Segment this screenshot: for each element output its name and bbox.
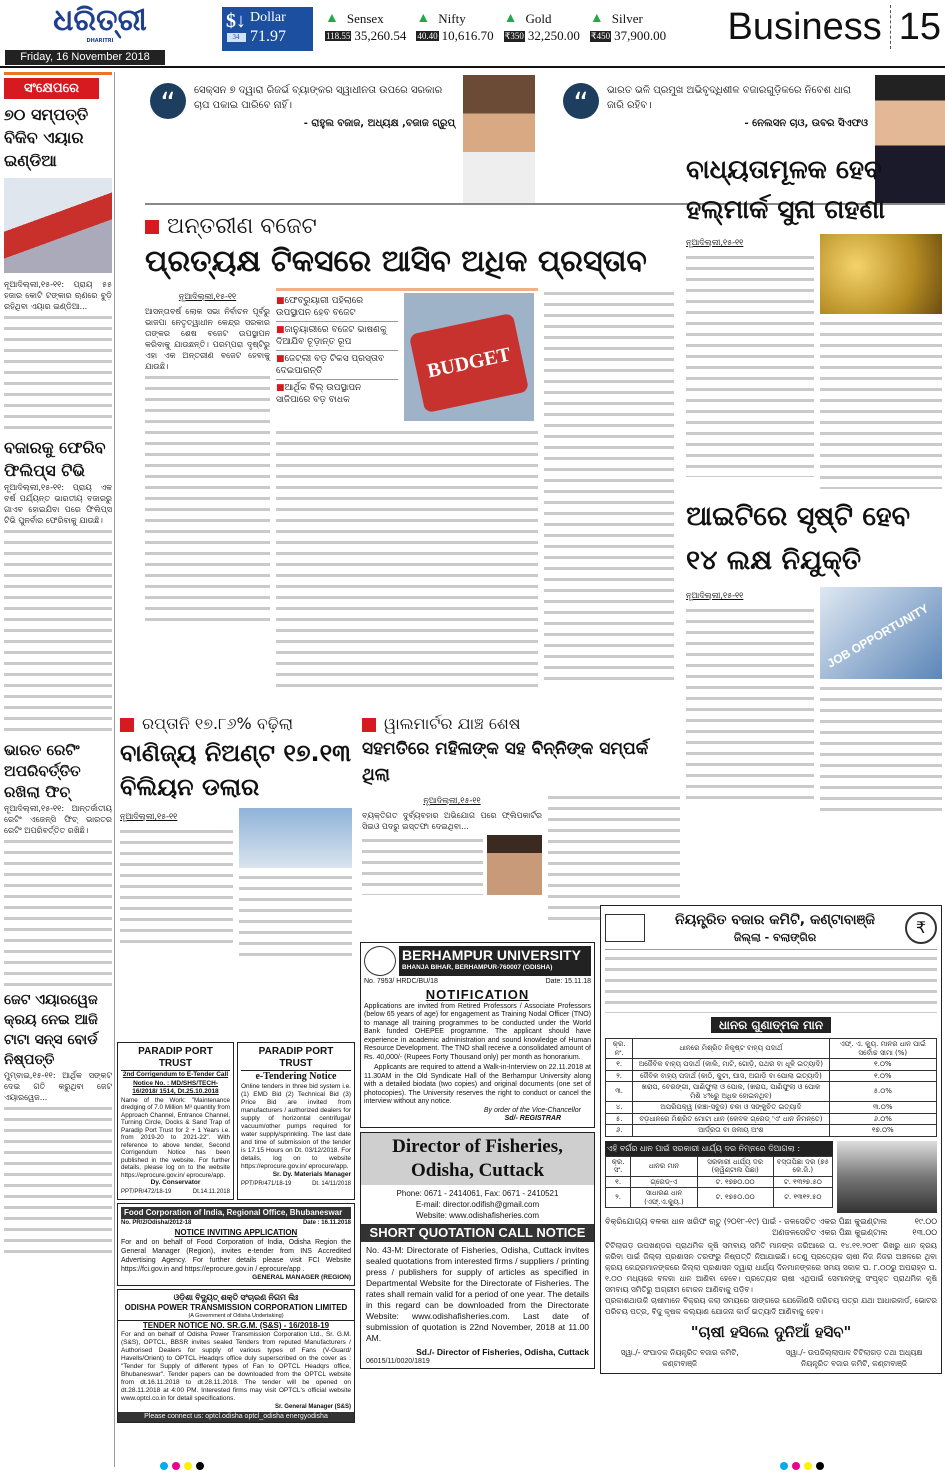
trade-photo xyxy=(239,808,352,868)
table-cell: ଅପରିପକ୍ୱ (କଞ୍ଚା-ସବୁଜ) ଚକା ଓ ସଙ୍କୁଚିତ ଇତ୍ୟାଦି xyxy=(633,1102,829,1114)
table-row xyxy=(606,1102,937,1114)
logo-text: ଧରିତ୍ରୀ xyxy=(53,3,147,38)
brief-body: ନୂଆଦିଲ୍ଲୀ,୧୫-୧୧: ଆନ୍ତର୍ଜାତୀୟ ରେଟିଂ ଏଜେନ୍ସି ଫିଚ୍ ଭାରତର ରେଟିଂ ଅପରିବର୍ତ୍ତିତ ରଖିଛି। xyxy=(4,804,112,835)
ad-signature: Dy. Conservator xyxy=(150,1179,201,1186)
ad-body: ପ୍ରକାଶଥାଉକି ଚାଷୀମାନେ ବିକ୍ରୟ କଲା ସମୟରେ ସାଙ୍ଗରେ ଯେକୌଣସି ପରିଚୟ ପତ୍ର ଯଥା ଆଧାରକାର୍ଡ, ଭୋଟର ପରିଚୟ ପତ୍ର, ବିଜୁ କୃଷକ କଲ୍ୟାଣ ଯୋଜନା କାର୍ଡ ଇତ୍ୟାଦି ଆଣିବାକୁ ହେବ। xyxy=(605,1295,937,1316)
col-header: କ୍ର. ସଂ. xyxy=(606,1156,631,1176)
market-committee-ad xyxy=(600,905,942,1374)
table-heading: ଏହି ବର୍ଗର ଧାନ ପାଇଁ ସରକାରୀ ଧାର୍ଯ୍ୟ ଦର ନିମ୍ନରେ ଦିଆଗଲା : xyxy=(605,1141,833,1156)
brief-body: ନୂଆଦିଲ୍ଲୀ,୧୫-୧୧: ପ୍ରାୟ ୫୫ ହଜାର କୋଟି ଟଙ୍କାର ଋଣରେ ବୁଡ଼ି ରହିଥିବା ଏୟାର ଇଣ୍ଡିଆ... xyxy=(4,280,112,311)
paradip-etender-ad xyxy=(237,1042,355,1200)
quote-author: - ରାହୁଲ ବଜାଜ, ଅଧ୍ୟକ୍ଷ ,ବଜାଜ ଗ୍ରୁପ୍ xyxy=(303,118,455,129)
dollar-change: 34 xyxy=(227,33,246,42)
text-column xyxy=(605,953,937,1013)
ticker-silver xyxy=(590,10,666,50)
ad-signature: Sd/- REGISTRAR xyxy=(504,1115,561,1122)
text-column xyxy=(820,683,942,817)
table-row xyxy=(606,1059,937,1071)
ad-date: Dt. 14/11/2018 xyxy=(312,1180,351,1187)
ad-phone: Phone: 0671 - 2414061, Fax: 0671 - 2410521 xyxy=(396,1188,559,1198)
ad-title: PARADIP PORT TRUST xyxy=(241,1046,351,1071)
right-column xyxy=(686,150,942,817)
price-table xyxy=(605,1156,833,1209)
ticker-value: 37,900.00 xyxy=(614,28,667,43)
walmart-headline: ସହମତିରେ ମହିଳାଙ୍କ ସହ ବିନ୍ନିଙ୍କ ସମ୍ପର୍କ ଥିଲା xyxy=(362,739,649,785)
masthead-logo xyxy=(45,4,155,44)
ad-body: ଟିଟିଲାଗଡ଼ ଉପଖଣ୍ଡର ପ୍ରାଥମିକ କୃଷି ସମବାୟ ସମିତି ମାନଙ୍କ ଜରିଆରେ ତା. ୧୪.୧୧.୨୦୧୮ ରିଖରୁ ଧାନ କ୍ରୟ କରିବା ପାଇଁ ଜିଲ୍ଲା ପ୍ରଶାସନ ତରଫରୁ ନିଷ୍ପତ୍ତି ନିଆଯାଇଛି। ତେଣୁ ପ୍ରତ୍ୟେକ ଚାଷୀ ନିଜ ନିଜର ଅଞ୍ଚଳରେ ଥିବା କ୍ରୟ କେନ୍ଦ୍ରମାନଙ୍କରେ ଜିଲ୍ଲା ପ୍ରଶାସନ ଦ୍ୱାରା ଧାର୍ଯ୍ୟ ଦିନମାନଙ୍କରେ ସମୟ ସକାଳ ଘ. ୮.୦୦ରୁ ଅପରାହ୍ନ ଘ. ୧.୦୦ ମଧ୍ୟରେ ବଳକା ଧାନ ଆଣିବା ହେବେ। ପ୍ରତ୍ୟେକ ଚାଷୀ ଏଥିପାଇଁ ସେମାନଙ୍କୁ ସଂପୃକ୍ତ ପ୍ରାଥମିକ କୃଷି ସମବାୟ ସମିତିରୁ ଅଗ୍ରୀମ ଟୋକନ ଆଣିବାକୁ ପଡ଼ିବ। xyxy=(605,1240,937,1294)
ad-date: Date : 16.11.2018 xyxy=(302,1220,351,1226)
walmart-col xyxy=(362,792,542,922)
brief-title: ୭୦ ସମ୍ପତ୍ତି ବିକିବ ଏୟାର ଇଣ୍ଡିଆ xyxy=(4,105,89,170)
walmart-story xyxy=(362,712,680,922)
ad-ref: No. PR/2/Odisha/2012-18 xyxy=(121,1220,192,1226)
dateline: ନୂଆଦିଲ୍ଲୀ,୧୫-୧୧ xyxy=(423,796,481,805)
highlight-text: ଜେଟ୍‌ଲୀ ବଡ଼ ଟିକସ ପ୍ରସ୍ତାବ ଦେଇପାରନ୍ତି xyxy=(276,354,385,376)
col-header: ଧାନର ମାନ xyxy=(631,1156,697,1176)
highlight-text: ଫେବ୍ରୁୟାରୀ ପହିଲାରେ ଉପସ୍ଥାପନ ହେବ ବଜେଟ xyxy=(276,296,364,318)
brief-title: ଜେଟ ଏୟାରୱେଜ କ୍ରୟ ନେଇ ଆଜି ଟାଟା ସନ୍ସ ବୋର୍ଡ ନିଷ୍ପତ୍ତି xyxy=(4,992,98,1068)
job-opportunity-photo xyxy=(820,587,942,679)
text-column xyxy=(145,372,270,622)
text-column xyxy=(362,835,483,895)
red-square-icon xyxy=(362,718,376,732)
logo-sub: DHARITRI xyxy=(86,38,114,44)
table-cell: ୬. xyxy=(606,1125,633,1137)
fci-ad xyxy=(117,1203,355,1286)
optcl-ad xyxy=(117,1289,355,1423)
middle-ads xyxy=(360,942,595,1369)
ad-title: ନିୟନ୍ତ୍ରିତ ବଜାର କମିଟି, କଣ୍ଟାବାଞ୍ଜି xyxy=(675,912,875,928)
lead-col-1 xyxy=(145,288,270,688)
hallmark-headline: ବାଧ୍ୟତାମୂଳକ ହେବ ହଲ୍‌ମାର୍କ ସୁନା ଗହଣା xyxy=(686,155,886,225)
ad-title: Director of Fisheries, Odisha, Cuttack xyxy=(361,1133,594,1185)
brief-body: ମୁମ୍ବାଇ,୧୫-୧୧: ଆର୍ଥିକ ସଙ୍କଟ ଦେଇ ଗତି କରୁଥିବା ଜେଟ ଏୟାରୱେଜ... xyxy=(4,1071,112,1102)
yield-value: ୧୩.୦୦ xyxy=(912,1227,937,1237)
brief-title: ଭାରତ ରେଟିଂ ଅପରିବର୍ତ୍ତିତ ରଖିଲା ଫିଚ୍ xyxy=(4,741,81,801)
ticker-sensex xyxy=(325,10,406,50)
university-seal-icon xyxy=(364,946,396,976)
table-row xyxy=(606,1176,833,1188)
ad-ref: No. 7953/ HRDC/BU/18 xyxy=(364,978,438,985)
ad-email[interactable]: E-mail: director.odifish@gmail.com xyxy=(415,1199,540,1209)
ticker-gold xyxy=(504,10,580,50)
highlight-item: ■ଜାନୁୟାରୀରେ ବଜେଟ ଭାଷଣକୁ ଦିଆଯିବ ଚୂଡ଼ାନ୍ତ ରୂପ xyxy=(276,322,398,351)
table-cell: ଟ. ୧୩୧୨.୫୦ xyxy=(773,1188,832,1208)
paradip-corrigendum-ad xyxy=(117,1042,234,1200)
ad-heading: 2nd Corrigendum to E-Tender Call Notice No. : MD/SHS/TECH-16/2018/ 1514, Dt.25.10.2018 xyxy=(122,1071,229,1095)
table-cell: ଗ୍ରେଡ୍-ଏ xyxy=(631,1176,697,1188)
table-cell: ୨. xyxy=(606,1188,631,1208)
image-caption: JOB OPPORTUNITY xyxy=(824,601,931,671)
table-row xyxy=(606,1082,937,1102)
table-cell: ଅଜୈବିକ ବାହ୍ୟ ପଦାର୍ଥ (କାଲି, ମାଟି, ଗୋଡ଼ି, ପଥର ବା ଧୂଳି ଇତ୍ୟାଦି) xyxy=(633,1059,829,1071)
ad-ref: 06015/11/0020/1819 xyxy=(366,1357,430,1365)
quote-text: ସେକ୍ସନ ୭ ଦ୍ୱାରା ରିଜର୍ଭ ବ୍ୟାଙ୍କର ସ୍ୱାଧୀନତା ଉପରେ ସରକାର ଚାପ ପକାଇ ପାରିବେ ନାହିଁ। xyxy=(194,85,443,111)
lead-kicker xyxy=(145,212,680,242)
table-row xyxy=(606,1125,937,1137)
highlight-text: ଜାନୁୟାରୀରେ ବଜେଟ ଭାଷଣକୁ ଦିଆଯିବ ଚୂଡ଼ାନ୍ତ ରୂପ xyxy=(276,325,387,347)
market-tickers xyxy=(325,10,676,50)
ad-title: ODISHA POWER TRANSMISSION CORPORATION LIMITED xyxy=(124,1303,348,1312)
quote-block xyxy=(563,83,868,131)
up-arrow-icon: ▲ xyxy=(589,11,604,26)
table-cell: ୬.୦% xyxy=(829,1113,936,1125)
ticker-nifty xyxy=(416,10,493,50)
table-cell: ୩. xyxy=(606,1082,633,1102)
ad-body: Applicants are required to attend a Walk-in-Interview on 22.11.2018 at 11.30AM in the Old Syndicate Hall of the Berhampur University along with a detailed biodata (two copies) and original documents (one set of photocopies). The University reserves the right to conduct or cancel the interview without any notice. xyxy=(364,1064,591,1105)
table-cell: ୫. xyxy=(606,1113,633,1125)
ad-date: Dt.14.11.2018 xyxy=(192,1188,230,1195)
text-column xyxy=(548,792,680,922)
ad-signature: ସ୍ୱା./- ଉପଜିଲ୍ଲାପାଳ ଟିଟିଲାଗଡ଼ ତଥା ଅଧ୍ୟକ୍ଷ ନିୟନ୍ତ୍ରିତ ବଜାର କମିଟି, କଣ୍ଟାବାଞ୍ଜି xyxy=(785,1347,923,1368)
text-column xyxy=(544,288,674,688)
berhampur-university-ad xyxy=(360,942,595,1128)
ad-subtitle: ଜିଲ୍ଲା - ବଲାଙ୍ଗିର xyxy=(733,931,817,944)
text-column xyxy=(239,872,352,958)
text-column xyxy=(4,526,112,736)
table-cell: ୩.୦% xyxy=(829,1102,936,1114)
table-cell: ୨. xyxy=(606,1070,633,1082)
text-column xyxy=(820,318,942,489)
ad-heading: NOTIFICATION xyxy=(425,986,530,1002)
dateline: ନୂଆଦିଲ୍ଲୀ,୧୫-୧୧ xyxy=(120,812,178,821)
lead-headline: ପ୍ରତ୍ୟକ୍ଷ ଟିକସରେ ଆସିବ ଅଧିକ ପ୍ରସ୍ତାବ xyxy=(145,244,647,279)
budget-highlights xyxy=(276,288,538,421)
ad-website[interactable]: Website: www.odishafisheries.com xyxy=(415,1210,539,1220)
rahul-bajaj-photo xyxy=(463,75,535,203)
trade-headline: ବାଣିଜ୍ୟ ନିଅଣ୍ଟ ୧୭.୧୩ ବିଲିୟନ ଡଲାର xyxy=(120,739,352,801)
red-square-icon xyxy=(120,718,134,732)
section-header xyxy=(728,5,941,49)
col-header: ସରକାରୀ ଧାର୍ଯ୍ୟ ଦର (କ୍ୱିଣ୍ଟାଲ ପିଛା) xyxy=(697,1156,773,1176)
ad-social-footer: Please connect us: optcl.odisha optcl_odisha energyodisha xyxy=(118,1412,354,1423)
ad-date: Date: 15.11.18 xyxy=(545,978,591,985)
dateline: ନୂଆଦିଲ୍ଲୀ,୧୫-୧୧ xyxy=(686,238,744,247)
table-cell: ୧.୦% xyxy=(829,1070,936,1082)
ad-body: Name of the Work: "Maintenance dredging of 7.0 Million M³ quantity from Approach Channel, Entrance Channel, Turning Circle, Docks & Sand Trap of Paradip Port Trust for 2 + 1 Years i.e. from 2019-20 to 2021-22". With reference to above tender, Second Corrigendum Notice has been published in the website. For further details, please log on to the website https://eprocure.gov.in/ eprocure/app. xyxy=(121,1096,230,1179)
it-headline: ଆଇଟିରେ ସୃଷ୍ଟି ହେବ ୧୪ ଲକ୍ଷ ନିଯୁକ୍ତି xyxy=(686,501,911,576)
budget-label: BUDGET xyxy=(409,313,529,413)
dateline: ନୂଆଦିଲ୍ଲୀ,୧୫-୧୧ xyxy=(686,591,744,600)
table-cell: ଖରାପ, ବେରଙ୍ଗୀ, ପାଣିଫୁଲା ଓ ପୋକ, (ଖରାପ, ପାଣିଫୁଲା ଓ ପୋକ ମିଶି ୪%ରୁ ଅଧିକ ହୋଇନଥିବ) xyxy=(633,1082,829,1102)
fisheries-ad xyxy=(360,1132,595,1370)
hallmark-col xyxy=(686,234,814,489)
ad-signature: GENERAL MANAGER (REGION) xyxy=(252,1273,351,1281)
yield-label: ଅଣଜଳସେଚିତ ଏକର ପିଛା କୁଇଣ୍ଟାଲ xyxy=(772,1227,888,1237)
ad-title-odia: ଓଡ଼ିଶା ବିଦ୍ୟୁତ୍ ଶକ୍ତି ସଂଚାରଣ ନିଗମ ଲିଃ xyxy=(173,1293,299,1302)
highlight-item: ■ଫେବ୍ରୁୟାରୀ ପହିଲାରେ ଉପସ୍ଥାପନ ହେବ ବଜେଟ xyxy=(276,293,398,322)
lower-left-ads xyxy=(117,1042,355,1423)
ad-body: For and on behalf of Food Corporation of India, Odisha Region the General Manager (Region), invites e-tender from INS Accredited Advertising Agency. For further details please visit FCI Website https://fci.gov.in and https://eprocure.gov.in / eprocure/app . xyxy=(121,1238,351,1273)
table-row xyxy=(606,1070,937,1082)
ticker-value: 35,260.54 xyxy=(354,28,407,43)
col-header: ଏଫ୍. ଏ. କ୍ୟୁ. ମାନର ଧାନ ପାଇଁ ସର୍ବୋଚ୍ଚ ସୀମା (%) xyxy=(829,1039,936,1059)
brief-body: ନୂଆଦିଲ୍ଲୀ,୧୫-୧୧: ପ୍ରାୟ ଏକ ବର୍ଷ ପର୍ଯ୍ୟନ୍ତ ଭାରତୀୟ ବଜାରରୁ ଗାଏବ ହୋଇଯିବା ପରେ ଫିଲିପ୍ସ ଟିଭି ପୁନର୍ବାର ଫେରିବାକୁ ଯାଉଛି। xyxy=(4,483,112,525)
ad-signature: Sd./- Director of Fisheries, Odisha, Cuttack xyxy=(416,1346,589,1357)
kicker-text: ୱାଲମାର୍ଟର ଯାଞ୍ଚ ଶେଷ xyxy=(384,714,521,733)
dollar-value: 71.97 xyxy=(250,28,286,45)
ticker-change: ₹450 xyxy=(590,30,611,41)
table-cell: ବଡ଼ଧାନରେ ମିଶ୍ରିତ ମୋଟା ଧାନ (କେବଳ ଗ୍ରେଡ୍ 'ଏ' ଧାନ ନିମନ୍ତେ) xyxy=(633,1113,829,1125)
briefs-label: ସଂକ୍ଷେପରେ xyxy=(4,78,99,99)
briefs-column xyxy=(4,72,112,1467)
ad-subtitle: BHANJA BIHAR, BERHAMPUR-760007 (ODISHA) xyxy=(402,964,553,971)
table-cell: ଟ. ୧୩୨୭.୫୦ xyxy=(773,1176,832,1188)
red-square-icon xyxy=(145,220,159,234)
ticker-value: 10,616.70 xyxy=(441,28,494,43)
ticker-name: Nifty xyxy=(438,11,466,26)
quote-block xyxy=(150,83,455,131)
ticker-name: Silver xyxy=(611,11,643,26)
ad-title: Food Corporation of India, Regional Office, Bhubaneswar xyxy=(121,1207,351,1219)
text-column xyxy=(4,1103,112,1253)
issue-date: Friday, 16 November 2018 xyxy=(5,50,165,65)
binny-bansal-photo xyxy=(487,835,542,895)
table-cell: ୧. xyxy=(606,1176,631,1188)
trade-story xyxy=(120,712,352,958)
table-heading: ଧାନର ଗୁଣାତ୍ମକ ମାନ xyxy=(711,1017,831,1033)
quality-table xyxy=(605,1038,937,1137)
quote-icon: “ xyxy=(150,83,186,119)
section-title: Business xyxy=(727,6,882,48)
text-column xyxy=(4,836,112,986)
ad-slogan: "ଚାଷୀ ହସିଲେ ଦୁନିଆଁ ହସିବ" xyxy=(690,1322,852,1341)
odisha-emblem-icon xyxy=(605,914,645,942)
ad-signature: Sr. General Manager (S&S) xyxy=(274,1404,351,1410)
up-arrow-icon: ▲ xyxy=(503,11,518,26)
dateline: ନୂଆଦିଲ୍ଲୀ,୧୫-୧୧ xyxy=(178,292,237,301)
ticker-name: Sensex xyxy=(346,11,384,26)
table-cell: ଆର୍ଦ୍ରତା ବା ଜଳୀୟ ଅଂଶ xyxy=(633,1125,829,1137)
ad-ref: PPT/PR/472/18-19 xyxy=(121,1188,172,1195)
ad-heading: SHORT QUOTATION CALL NOTICE xyxy=(361,1224,594,1242)
table-cell: ଜୈବିକ ବାହ୍ୟ ପଦାର୍ଥ (କାଠି, କୁଟା, ଘାସ, ଅଗାଡ଼ି ବା ପୋଲା ଇତ୍ୟାଦି) xyxy=(633,1070,829,1082)
ad-signature: By order of the Vice-Chancellor xyxy=(483,1106,581,1114)
ticker-change: ₹350 xyxy=(504,30,524,41)
table-cell: ୫.୦% xyxy=(829,1082,936,1102)
ad-body: For and on behalf of Odisha Power Transmission Corporation Ltd., Sr. G.M. (S&S), OPTCL, BBSR invites sealed Tenders from reputed Manufacturers / Authorised Dealers for supply of various types of Fans (V-Guard/ Havells/Orient) to OPTCL Headqrs office duly superscribed on the cover as : "Tender for Supply of different types of Fan to OPTCL Headqrs office, Bhubaneswar". Tender papers can be downloaded from the OPTCL website from dt.16.11.2018 to dt.28.11.2018. The tender will be opened on dt.28.11.2018 at 4:00 PM. Interested firms may visit OPTCL's official website www.optcl.co.in for detail specifications. xyxy=(121,1331,351,1402)
text-column xyxy=(4,312,112,432)
col-header: ବସ୍ତାପିଛା ଦର (୭୫ କେ.ଜି.) xyxy=(773,1156,832,1176)
quote-text: ଭାରତ ଭଳି ପ୍ରମୁଖ ଅଭିବୃଦ୍ଧିଶୀଳ ବଜାରଗୁଡ଼ିକରେ ନିବେଶ ଧାରା ଜାରି ରହିବ। xyxy=(607,85,851,111)
col-header: କ୍ର. ନଂ. xyxy=(606,1039,633,1059)
up-arrow-icon: ▲ xyxy=(416,11,431,26)
ad-title: BERHAMPUR UNIVERSITY xyxy=(402,947,581,963)
color-registration-marks xyxy=(160,1462,204,1470)
gold-jewellery-photo xyxy=(820,234,942,314)
color-registration-marks xyxy=(780,1462,824,1470)
ad-heading: TENDER NOTICE NO. SR.G.M. (S&S) - 16/2018-19 xyxy=(118,1320,354,1331)
table-cell: ଟ. ୧୭୫୦.୦୦ xyxy=(697,1188,773,1208)
dollar-down-icon: $↓ xyxy=(226,10,246,32)
lead-body: ଆସନ୍ତାବର୍ଷ ଲୋକ ସଭା ନିର୍ବାଚନ ପୂର୍ବରୁ ଭାଜପା ନେତୃତ୍ୱାଧୀନ କେନ୍ଦ୍ର ସରକାର ତାଙ୍କର ଶେଷ ବଜେଟ ଉପସ୍ଥାପନ କରିବାକୁ ଯାଉଛନ୍ତି। ପରମ୍ପରା ଦୃଷ୍ଟିରୁ ଏହା ଏକ ଅନ୍ତରୀଣ ବଜେଟ ହେବାକୁ ଯାଉଛି। xyxy=(145,307,270,371)
ticker-change: 118.55 xyxy=(326,31,351,41)
ad-signature: ସ୍ୱା./- ସଂପାଦକ ନିୟନ୍ତ୍ରିତ ବଜାର କମିଟି, କଣ୍ଟାବାଞ୍ଜି xyxy=(620,1347,739,1368)
kicker-text: ଅନ୍ତରୀଣ ବଜେଟ xyxy=(167,214,317,239)
quote-icon: “ xyxy=(563,83,599,119)
walmart-kicker xyxy=(362,712,680,736)
ad-body: Online tenders in three bid system i.e. (1) EMD Bid (2) Technical Bid (3) Price Bid are invited from manufacturers / authorized dealers for supply of horizontal centrifugal/ vacuum/other pumps required for water supply/sprinkling. The last date and time of submission of the tender is 17.15 Hours on Dt. 03/12/2018. For details, log on to website https://eprocure.gov.in/ eprocure/app. xyxy=(241,1083,351,1170)
ad-title: PARADIP PORT TRUST xyxy=(121,1046,230,1071)
it-col xyxy=(686,587,814,817)
highlight-text: ଆର୍ଥିକ ବିଲ୍ ଉପସ୍ଥାପନ ସାଜିପାରେ ବଡ଼ ବାଧକ xyxy=(276,383,362,405)
header-rule xyxy=(0,66,945,68)
paddy-farmers-photo xyxy=(837,1141,937,1213)
lead-story xyxy=(145,212,680,688)
rupee-seal-icon: ₹ xyxy=(905,912,937,944)
text-column xyxy=(120,826,233,946)
ticker-name: Gold xyxy=(525,11,552,26)
ad-signature: Sr. Dy. Materials Manager xyxy=(272,1171,351,1178)
page-number: 15 xyxy=(890,5,941,49)
brief-title: ବଜାରକୁ ଫେରିବ ଫିଲିପ୍ସ ଟିଭି xyxy=(4,438,106,480)
column-rule xyxy=(114,72,115,1467)
yield-value: ୧୯.୦୦ xyxy=(914,1216,937,1226)
trade-kicker xyxy=(120,712,352,736)
table-cell: ସାଧାରଣ ଧାନ (ଏଫ୍.ଏ.କ୍ୟୁ.) xyxy=(631,1188,697,1208)
table-cell: ୪. xyxy=(606,1102,633,1114)
table-cell: ୧୭.୦% xyxy=(829,1125,936,1137)
text-column xyxy=(276,427,538,688)
highlight-item: ■ଜେଟ୍‌ଲୀ ବଡ଼ ଟିକସ ପ୍ରସ୍ତାବ ଦେଇପାରନ୍ତି xyxy=(276,351,398,380)
ad-body: Applications are invited from Retired Professors / Associate Professors (below 65 years of age) for engagement as Training Nodal Officer (TNO) to manage all training programmes to be conducted under the World Bank funded OHEPEE programme. The applicant should have experience in academic administration and sound knowledge of Human Resource Development. The TNO shall receive a consolidated amount of Rs. 40,000/- (Rupees Forty Thousand only) per month as honorarium. xyxy=(364,1002,591,1061)
col-header: ଧାନରେ ମିଶ୍ରିତ ନିକୃଷ୍ଟ ବାହ୍ୟ ପଦାର୍ଥ xyxy=(633,1039,829,1059)
dollar-label: Dollar xyxy=(250,10,286,25)
trade-col xyxy=(120,808,233,958)
table-row xyxy=(606,1113,937,1125)
table-cell: ୧.୦% xyxy=(829,1059,936,1071)
text-column xyxy=(686,252,814,477)
ticker-value: 32,250.00 xyxy=(527,28,580,43)
text-column xyxy=(686,605,814,805)
ad-subtitle: (A Government of Odisha Undertaking) xyxy=(188,1313,284,1319)
kicker-text: ରପ୍ତାନି ୧୭.୮୬% ବଢ଼ିଲା xyxy=(142,714,294,733)
ad-heading: e-Tendering Notice xyxy=(255,1071,337,1082)
budget-briefcase-photo xyxy=(404,293,534,421)
ticker-change: 40.40 xyxy=(417,31,438,41)
table-row xyxy=(606,1188,833,1208)
ad-ref: PPT/PR/471/18-19 xyxy=(241,1180,292,1187)
yield-label: ବିକ୍ରିଯୋଗ୍ୟ ବଳକା ଧାନ ଖରିଫ ଋତୁ (୨୦୧୮-୧୯) ପାଇଁ - ଜଳସେଚିତ ଏକର ପିଛା କୁଇଣ୍ଟାଲ xyxy=(605,1216,888,1226)
up-arrow-icon: ▲ xyxy=(325,11,339,26)
table-cell: ୧. xyxy=(606,1059,633,1071)
walmart-body: ବ୍ୟକ୍ତିଗତ ଦୁର୍ବ୍ୟବହାର ଅଭିଯୋଗ ପରେ ଫ୍ଲିପକାର୍ଟର ସିଇଓ ପଦରୁ ଇସ୍ତଫା ଦେଇଥିବା... xyxy=(362,811,542,831)
ad-heading: NOTICE INVITING APPLICATION xyxy=(174,1227,298,1237)
ad-body: No. 43-M: Directorate of Fisheries, Odisha, Cuttack invites sealed quotations from interested firms / suppliers / printing press / publishers for supply of articles as specified in Departmental Website for the Directorate of Fisheries. The rates shall remain valid for a period of one year. The details in this regard can be downloaded from the Directorate Website: www.odishafisheries.com. Last date of submission of quotation is 22nd November, 2018 at 11.00 AM. xyxy=(366,1244,589,1343)
quote-author: - ନେଲସନ ଚାଓ, ଉବର ସିଏଫଓ xyxy=(744,118,868,129)
table-cell: ଟ. ୧୭୭୦.୦୦ xyxy=(697,1176,773,1188)
air-india-photo xyxy=(4,178,112,273)
dollar-box xyxy=(222,7,313,51)
highlight-item: ■ଆର୍ଥିକ ବିଲ୍ ଉପସ୍ଥାପନ ସାଜିପାରେ ବଡ଼ ବାଧକ xyxy=(276,383,362,405)
